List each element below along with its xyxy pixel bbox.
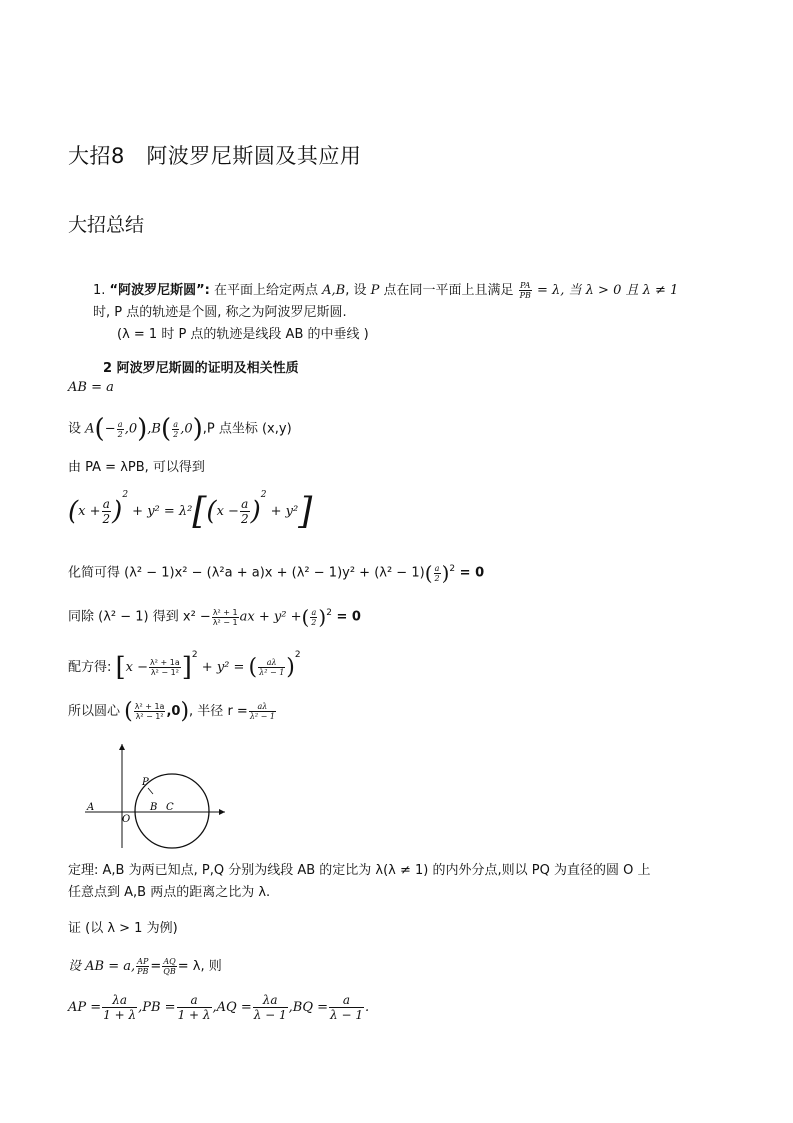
label-p: P bbox=[142, 777, 149, 788]
text: , 半径 r = bbox=[189, 704, 248, 719]
fraction-numerator: aλ bbox=[258, 658, 285, 668]
paren: ) bbox=[192, 414, 203, 444]
fraction-numerator: a bbox=[241, 497, 249, 511]
theorem-line-2: 任意点到 A,B 两点的距离之比为 λ. bbox=[68, 885, 271, 900]
completed-square bbox=[68, 650, 301, 683]
fraction-denominator: QB bbox=[163, 967, 176, 976]
ap-pb-fraction bbox=[136, 957, 149, 976]
derivation-intro: 由 PA = λPB, 可以得到 bbox=[68, 460, 205, 475]
fraction-numerator: λ² + 1 bbox=[212, 607, 238, 617]
fraction-numerator: λ² + 1a bbox=[150, 658, 180, 667]
exponent: 2 bbox=[294, 650, 301, 660]
exponent: 2 bbox=[326, 608, 332, 619]
text: + y² bbox=[266, 504, 299, 519]
text: 化简可得 (λ² − 1)x² − (λ²a + a)x + (λ² − 1)y² + (λ² − 1) bbox=[68, 565, 425, 581]
text: ,BQ = bbox=[288, 1000, 329, 1015]
apollonius-figure bbox=[80, 740, 230, 850]
fraction-numerator: λa bbox=[253, 993, 288, 1008]
section-heading: 大招总结 bbox=[68, 214, 145, 236]
exponent: 2 bbox=[449, 564, 456, 575]
fraction-denominator: 2 bbox=[240, 512, 249, 526]
text: 同除 (λ² − 1) 得到 x² − bbox=[68, 609, 211, 625]
half-a-fraction bbox=[240, 497, 250, 526]
definition-line-1 bbox=[93, 279, 678, 300]
fraction-denominator: λ² − 1² bbox=[150, 668, 179, 677]
fraction-denominator: 2 bbox=[311, 617, 317, 627]
aq-fraction bbox=[253, 993, 288, 1022]
text: x − bbox=[125, 660, 149, 675]
label-o: O bbox=[122, 814, 131, 825]
text: = 0 bbox=[331, 609, 361, 625]
paren: ) bbox=[250, 496, 261, 527]
text: ,0 bbox=[180, 421, 193, 437]
definition-note: (λ = 1 时 P 点的轨迹是线段 AB 的中垂线 ) bbox=[117, 327, 369, 342]
radius-fraction bbox=[258, 658, 285, 677]
ratio-setup bbox=[68, 955, 222, 976]
p-tick bbox=[148, 788, 153, 794]
theorem-line-1: 定理: A,B 为两已知点, P,Q 分别为线段 AB 的定比为 λ(λ ≠ 1) 的内外分点,则以 PQ 为直径的圆 O 上 bbox=[68, 863, 651, 878]
minus-sign: − bbox=[104, 421, 116, 437]
bq-fraction bbox=[329, 993, 364, 1022]
ap-fraction bbox=[102, 993, 137, 1022]
paren: ( bbox=[301, 605, 310, 629]
paren: ) bbox=[112, 496, 123, 527]
fraction-denominator: λ² − 1² bbox=[135, 712, 164, 721]
paren: ) bbox=[180, 699, 190, 724]
text: AP = bbox=[68, 1000, 102, 1015]
half-a-fraction bbox=[310, 608, 317, 627]
fraction-numerator: AP bbox=[137, 957, 149, 966]
distance-equation bbox=[68, 490, 312, 532]
text: 点在同一平面上且满足 bbox=[379, 283, 518, 298]
fraction-numerator: a bbox=[311, 607, 317, 617]
proof-intro: 证 (以 λ > 1 为例) bbox=[68, 921, 178, 936]
fraction-denominator: 2 bbox=[102, 512, 111, 526]
fraction-denominator: λ² − 1 bbox=[259, 668, 285, 677]
fraction-denominator: PB bbox=[519, 291, 531, 300]
bracket: [ bbox=[115, 652, 126, 683]
coordinate-setup bbox=[68, 414, 292, 444]
text: ,0 bbox=[124, 421, 138, 437]
label-b: B bbox=[150, 802, 158, 813]
paren: ) bbox=[318, 605, 327, 629]
lambda-fraction bbox=[212, 608, 239, 627]
points-ab: A,B bbox=[322, 283, 346, 298]
radius-fraction bbox=[249, 702, 276, 721]
paren: ) bbox=[137, 414, 148, 444]
half-a-fraction bbox=[434, 564, 441, 583]
text: 在平面上给定两点 bbox=[209, 283, 323, 298]
page-title: 大招8 阿波罗尼斯圆及其应用 bbox=[68, 144, 362, 168]
bracket: ] bbox=[181, 652, 192, 683]
fraction-numerator: a bbox=[102, 497, 110, 511]
text: , 设 bbox=[345, 283, 371, 298]
aq-qb-fraction bbox=[162, 957, 176, 976]
text: 设 bbox=[68, 421, 86, 437]
condition-text: = λ, 当 λ > 0 且 λ ≠ 1 bbox=[532, 283, 679, 298]
list-number: 1. bbox=[93, 283, 110, 298]
text: x − bbox=[216, 504, 239, 519]
lambda-fraction bbox=[149, 658, 181, 677]
bracket: ] bbox=[298, 491, 313, 532]
text: ax + y² + bbox=[239, 609, 302, 625]
bracket: [ bbox=[192, 491, 207, 532]
ratio-fraction bbox=[519, 281, 532, 300]
simplified-equation bbox=[68, 561, 484, 585]
paren: ( bbox=[94, 414, 105, 444]
lambda-fraction bbox=[134, 702, 166, 721]
fraction-denominator: 1 + λ bbox=[177, 1008, 211, 1022]
paren: ( bbox=[160, 414, 172, 444]
text: + y² = bbox=[197, 660, 249, 675]
ab-equation: AB = a bbox=[68, 380, 114, 395]
x-axis-arrow bbox=[219, 809, 225, 815]
y-axis-arrow bbox=[119, 744, 125, 750]
term: “阿波罗尼斯圆”: bbox=[109, 283, 210, 298]
text: ,0 bbox=[166, 704, 181, 719]
fraction-numerator: λ² + 1a bbox=[134, 702, 165, 711]
text: 设 AB = a, bbox=[68, 959, 136, 974]
pb-fraction bbox=[177, 993, 212, 1022]
text: 所以圆心 bbox=[68, 704, 125, 719]
paren: ( bbox=[424, 561, 433, 585]
text: ,PB = bbox=[138, 1000, 176, 1015]
fraction-denominator: λ − 1 bbox=[330, 1008, 363, 1022]
label-a: A bbox=[87, 802, 95, 813]
fraction-denominator: 1 + λ bbox=[103, 1008, 137, 1022]
half-a-fraction bbox=[102, 497, 112, 526]
text: + y² = λ² bbox=[128, 504, 193, 519]
fraction-denominator: PB bbox=[137, 967, 149, 976]
fraction-numerator: a bbox=[117, 419, 123, 429]
fraction-denominator: 2 bbox=[173, 429, 179, 439]
exponent: 2 bbox=[191, 650, 198, 660]
text: . bbox=[364, 1000, 370, 1015]
fraction-denominator: λ² − 1 bbox=[212, 617, 238, 627]
text: = λ, 则 bbox=[177, 959, 222, 974]
text: x + bbox=[78, 504, 101, 519]
point-b: ,B bbox=[147, 421, 161, 437]
fraction-numerator: a bbox=[177, 993, 212, 1008]
fraction-denominator: 2 bbox=[117, 429, 123, 439]
text: = bbox=[150, 959, 162, 974]
segment-lengths bbox=[68, 993, 369, 1022]
point-p: P bbox=[370, 283, 380, 298]
paren: ) bbox=[286, 655, 295, 680]
half-a-fraction bbox=[117, 420, 124, 439]
fraction-numerator: PA bbox=[520, 281, 531, 290]
text: ,AQ = bbox=[212, 1000, 252, 1015]
subsection-heading: 2 阿波罗尼斯圆的证明及相关性质 bbox=[103, 361, 299, 376]
paren: ( bbox=[206, 496, 217, 527]
text: = 0 bbox=[455, 565, 485, 581]
fraction-numerator: a bbox=[329, 993, 364, 1008]
center-radius bbox=[68, 699, 277, 724]
paren: ( bbox=[124, 699, 133, 724]
fraction-numerator: a bbox=[173, 419, 179, 429]
paren: ) bbox=[441, 561, 450, 585]
fraction-denominator: 2 bbox=[434, 573, 440, 583]
text: 配方得: bbox=[68, 660, 116, 675]
fraction-numerator: AQ bbox=[163, 957, 176, 966]
fraction-numerator: a bbox=[434, 563, 440, 573]
text: ,P 点坐标 (x,y) bbox=[202, 421, 292, 437]
label-c: C bbox=[166, 802, 174, 813]
fraction-denominator: λ − 1 bbox=[253, 1008, 287, 1022]
fraction-numerator: λa bbox=[102, 993, 137, 1008]
exponent: 2 bbox=[260, 490, 267, 500]
divided-equation bbox=[68, 605, 361, 629]
paren: ( bbox=[68, 496, 79, 527]
fraction-numerator: aλ bbox=[249, 702, 276, 712]
half-a-fraction bbox=[172, 420, 179, 439]
paren: ( bbox=[248, 655, 258, 680]
point-a: A bbox=[85, 421, 95, 437]
exponent: 2 bbox=[122, 490, 129, 500]
definition-line-2: 时, P 点的轨迹是个圆, 称之为阿波罗尼斯圆. bbox=[93, 305, 347, 320]
fraction-denominator: λ² − 1 bbox=[249, 712, 275, 721]
